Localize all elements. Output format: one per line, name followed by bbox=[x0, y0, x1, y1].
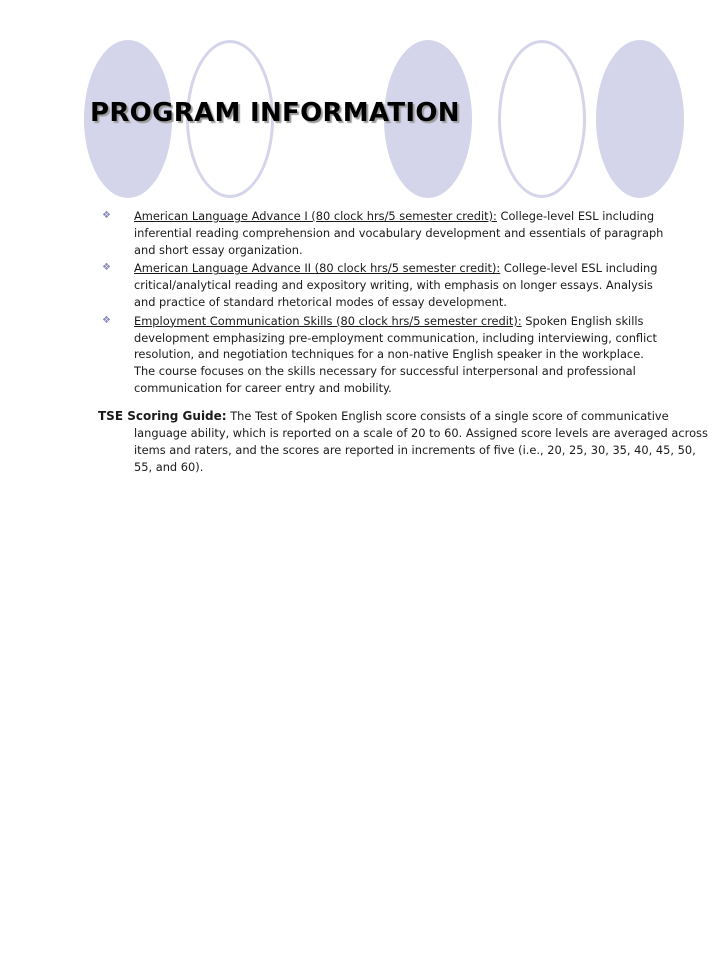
page-title: PROGRAM INFORMATION bbox=[90, 98, 460, 128]
course-item bbox=[100, 313, 665, 397]
diamond-bullet-icon: ❖ bbox=[102, 314, 111, 326]
course-name: Employment Communication Skills (80 clock hrs/5 semester credit): bbox=[134, 313, 522, 328]
course-name: American Language Advance II (80 clock hrs/5 semester credit): bbox=[134, 261, 501, 276]
course-list bbox=[100, 208, 665, 399]
course-item bbox=[100, 260, 665, 310]
tse-text: The Test of Spoken English score consists of a single score of communicative language ability, which is reported on a scale of 20 to 60. Assigned score levels are averaged across items and raters, and the scores are reported in increments of five (i.e., 20, 25, 30, 35, 40, 45, 50, 55, and 60). bbox=[134, 409, 708, 474]
course-description: College-level ESL including critical/analytical reading and expository writing, with emphasis on longer essays. Analysis and practice of standard rhetorical modes of essay development. bbox=[134, 261, 658, 309]
decorative-oval-5 bbox=[596, 40, 684, 198]
tse-label: TSE Scoring Guide: bbox=[98, 409, 227, 423]
course-description: College-level ESL including inferential reading comprehension and vocabulary development and essentials of paragraph and short essay organization. bbox=[134, 209, 664, 257]
tse-scoring-guide bbox=[98, 408, 709, 476]
course-name: American Language Advance I (80 clock hrs/5 semester credit): bbox=[134, 209, 497, 223]
diamond-bullet-icon: ❖ bbox=[102, 210, 111, 221]
diamond-bullet-icon: ❖ bbox=[102, 262, 111, 274]
course-item bbox=[100, 208, 665, 258]
decorative-oval-4 bbox=[498, 40, 586, 198]
course-description: Spoken English skills development emphasizing pre-employment communication, including interviewing, conflict resolution, and negotiation techniques for a non-native English speaker in the workplace. The course focuses on the skills necessary for successful interpersonal and professional communication for career entry and mobility. bbox=[134, 313, 657, 395]
